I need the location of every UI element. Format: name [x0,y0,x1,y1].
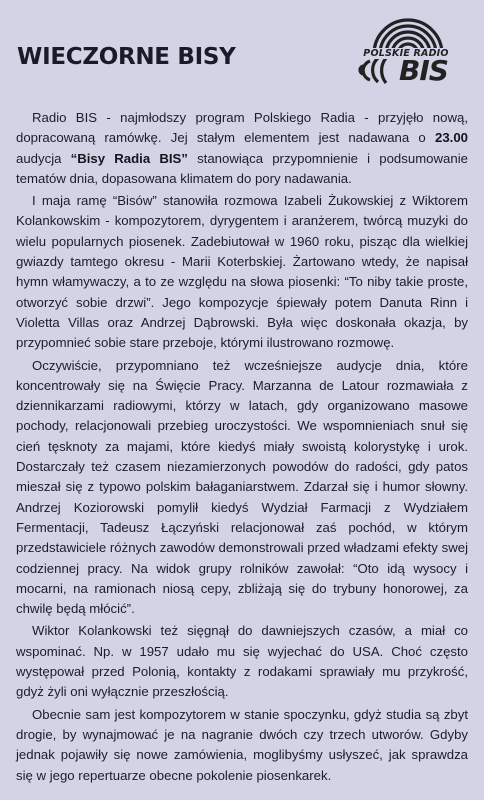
paragraph-5: Obecnie sam jest kompozytorem w stanie spoczynku, gdyż studia są zbyt drogie, by wynajmować je na nagranie dwóch czy trzech utworów. Gdyby jednak pojawiły się nowe zamówienia, moglibyśmy usłyszeć, jak sprawdza się w jego repertuarze obecne pokolenie piosenkarek. [16,706,468,783]
paragraph-4: Wiktor Kolankowski też sięgnął do dawniejszych czasów, a miał co wspominać. Np. w 1957 udało mu się wyjechać do USA. Choć często występował przed Polonią, kontakty z rodakami sprawiały mu przykrość, gdyż żyli oni wyłącznie przeszłością. [16,623,468,700]
article-body [16,108,468,788]
programme-title: “Bisy Radia BIS” [70,150,188,166]
logo-top-text: POLSKIE RADIO [356,48,456,59]
article-headline: WIECZORNE BISY [17,44,236,70]
paragraph-1 [16,108,468,189]
logo-main-text: BIS [399,54,448,87]
p1-text-b: audycja [16,150,71,166]
broadcast-time: 23.00 [434,130,468,146]
p1-text-c: stanowiąca przypomnienie i podsumowanie tematów dnia, dopasowana klimatem do pory nadawania. [16,150,468,186]
paragraph-2: I maja ramę “Bisów” stanowiła rozmowa Izabeli Żukowskiej z Wiktorem Kolankowskim - kompozytorem, dyrygentem i aranżerem, twórcą muzyki do wielu popularnych piosenek. Zadebiutował w 1960 roku, pisząc dla wielkiej gwiazdy tamtego okresu - Marii Koterbskiej. Żartowano wtedy, że napisał hymn włamywaczy, a to ze względu na słowa piosenki: “To niby takie proste, otworzyć sobie drzwi”. Jego kompozycje śpiewały potem Danuta Rinn i Violetta Villas oraz Andrzej Dąbrowski. Była więc doskonała okazja, by przypomnieć sobie stare przeboje, którymi ilustrowano rozmowę. [16,193,468,351]
p1-text-a: Radio BIS - najmłodszy program Polskiego Radia - przyjęło nową, dopracowaną ramówkę. Jej stałym elementem jest nadawana o [16,110,468,146]
paragraph-3: Oczywiście, przypomniano też wcześniejsze audycje dnia, które koncentrowały się na Święcie Pracy. Marzanna de Latour rozmawiała z dziennikarzami radiowymi, którzy w latach, gdy organizowano masowe pochody, relacjonowali przebieg uroczystości. We wspomnieniach snuł się cień tęsknoty za majami, które kiedyś miały swoistą kolorystykę i urok. Dostarczały też czasem niezamierzonych powodów do radości, gdy patos mieszał się z typowo polskim bałaganiarstwem. Zdarzał się i humor słowny. Andrzej Koziorowski pomylił kiedyś Wydział Farmacji z Wydziałem Fermentacji, Tadeusz Łączyński relacjonował zaś pochód, w którym przedstawiciele różnych zawodów demonstrowali przed władzami efekty swej codziennej pracy. Na widok grupy rolników zawołał: “Oto idą wysocy i mocarni, na ramionach niosą cepy, zbliżają się do trybuny honorowej, za chwilę będą młócić”. [16,357,468,617]
polskie-radio-bis-logo [356,14,468,87]
